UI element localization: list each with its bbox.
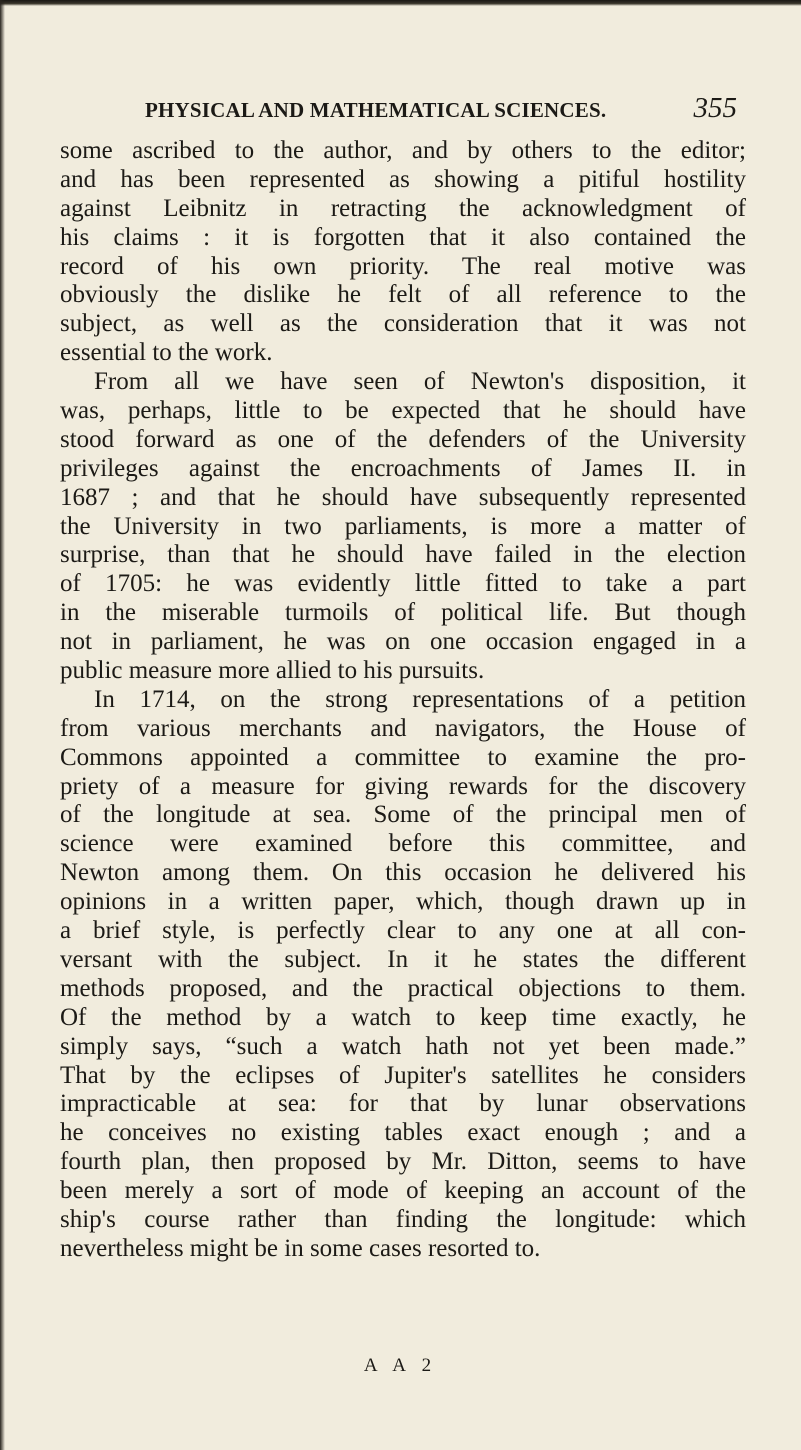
body-text [60,137,746,1264]
page-edge-shadow-left [0,0,5,1450]
page-number: 355 [693,92,737,124]
text-line: he conceives no existing tables exact enough ; and a [60,1119,746,1147]
text-line: from various merchants and navigators, the House of [60,714,746,742]
text-line: of 1705: he was evidently little fitted to take a part [60,570,746,598]
text-line: fourth plan, then proposed by Mr. Ditton, seems to have [60,1148,746,1176]
text-line: Commons appointed a committee to examine the pro- [60,743,746,771]
text-line: essential to the work. [60,339,273,367]
running-title: PHYSICAL AND MATHEMATICAL SCIENCES. [145,98,607,122]
running-head [145,92,741,132]
text-line: From all we have seen of Newton's disposition, it [94,368,746,396]
text-line: a brief style, is perfectly clear to any one at all con- [60,917,746,945]
page-edge-shadow-top [0,0,801,6]
text-line: versant with the subject. In it he states the different [60,945,746,973]
text-line: impracticable at sea: for that by lunar observations [60,1090,746,1118]
text-line: his claims : it is forgotten that it also contained the [60,223,746,251]
text-line: Of the method by a watch to keep time exactly, he [60,1003,746,1031]
text-line: record of his own priority. The real motive was [60,252,746,280]
text-line: been merely a sort of mode of keeping an account of the [60,1177,746,1205]
text-line: In 1714, on the strong representations of a petition [94,685,746,713]
text-line: privileges against the encroachments of James II. in [60,454,746,482]
text-line: science were examined before this committee, and [60,830,746,858]
text-line: stood forward as one of the defenders of the University [60,425,746,453]
text-line: That by the eclipses of Jupiter's satellites he considers [60,1061,746,1089]
text-line: in the miserable turmoils of political life. But though [60,599,746,627]
text-line: methods proposed, and the practical objections to them. [60,974,746,1002]
text-line: was, perhaps, little to be expected that he should have [60,397,746,425]
text-line: subject, as well as the consideration that it was not [60,310,746,338]
text-line: of the longitude at sea. Some of the principal men of [60,801,746,829]
text-line: not in parliament, he was on one occasion engaged in a [60,628,746,656]
text-line: nevertheless might be in some cases resorted to. [60,1234,541,1262]
text-line: 1687 ; and that he should have subsequently represented [60,483,746,511]
text-line: and has been represented as showing a pitiful hostility [60,165,746,193]
text-line: the University in two parliaments, is more a matter of [60,512,746,540]
signature-mark: A A 2 [363,1355,438,1376]
text-line: opinions in a written paper, which, though drawn up in [60,888,746,916]
text-line: ship's course rather than finding the longitude: which [60,1205,746,1233]
text-line: obviously the dislike he felt of all reference to the [60,281,746,309]
text-line: some ascribed to the author, and by others to the editor; [60,137,746,164]
text-line: against Leibnitz in retracting the acknowledgment of [60,194,746,222]
text-line: simply says, “such a watch hath not yet been made.” [60,1032,746,1060]
text-line: Newton among them. On this occasion he delivered his [60,859,746,887]
text-line: surprise, than that he should have failed in the election [60,541,746,569]
text-line: public measure more allied to his pursuits. [60,657,485,685]
text-line: priety of a measure for giving rewards for the discovery [60,772,746,800]
